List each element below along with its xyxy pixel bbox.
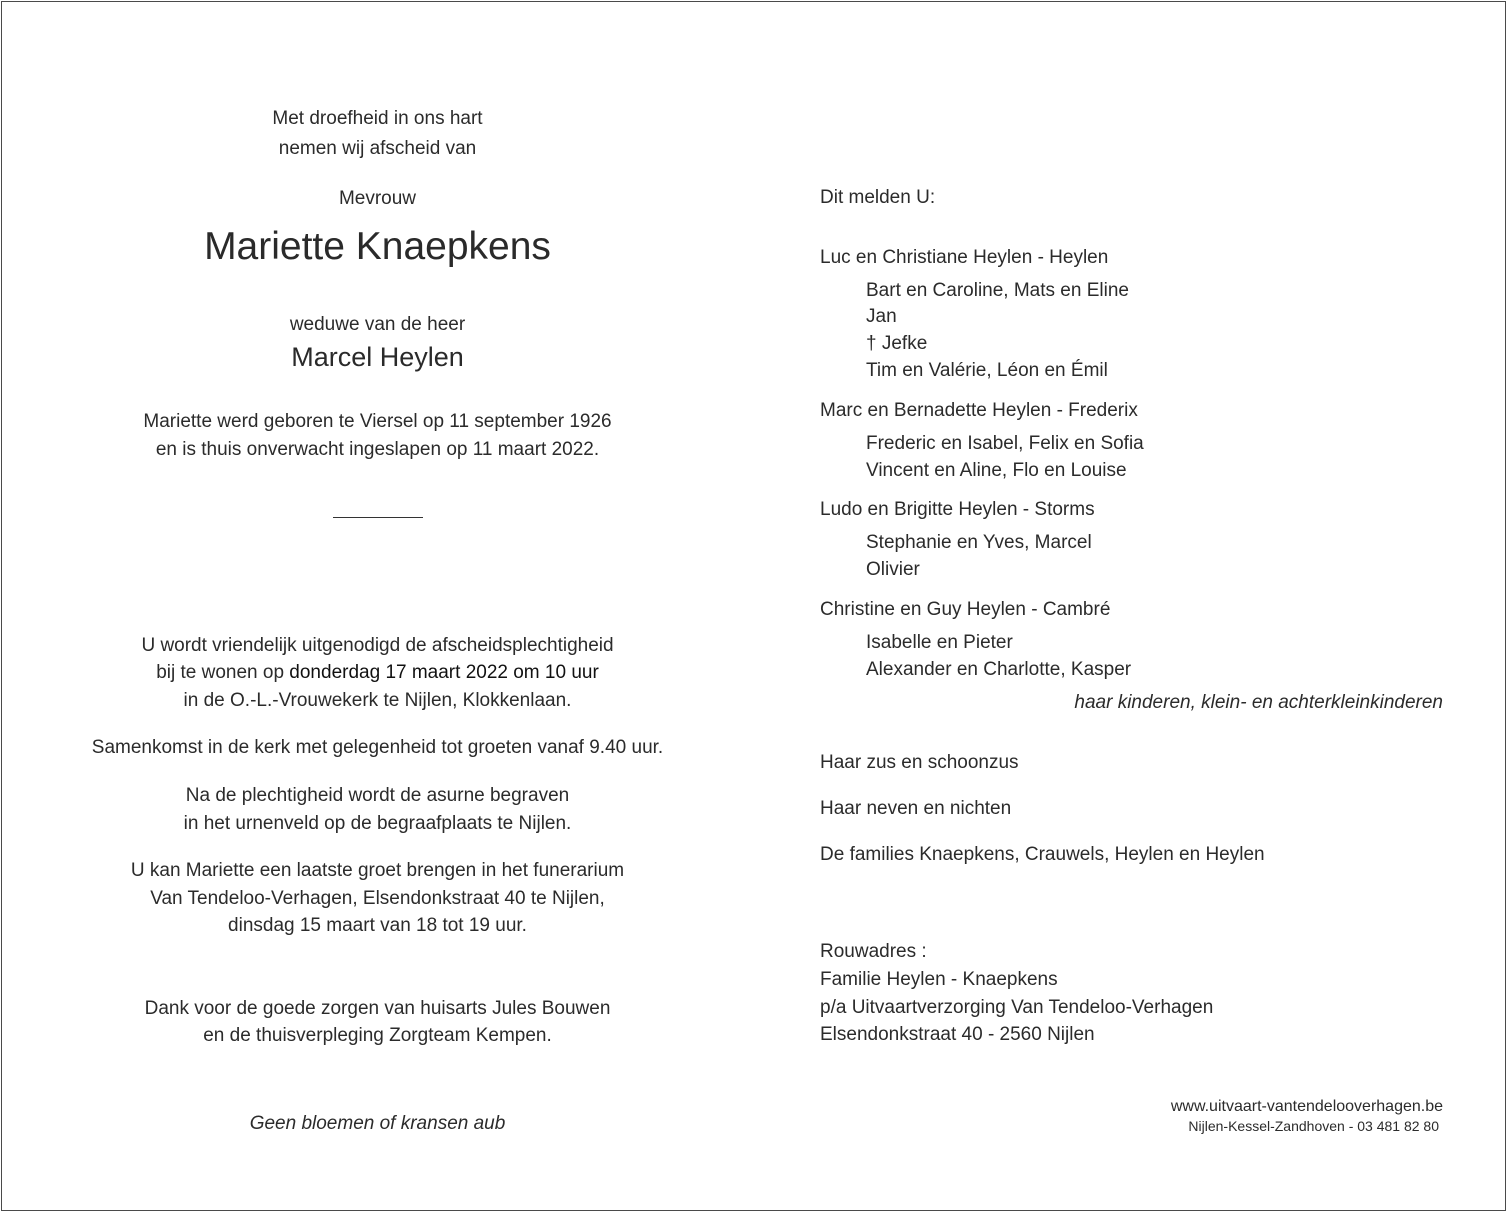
deceased-name: Mariette Knaepkens — [204, 225, 551, 268]
address-line: p/a Uitvaartverzorging Van Tendeloo-Verhagen — [820, 997, 1214, 1018]
birth-line: Mariette werd geboren te Viersel op 11 september 1926 — [143, 411, 612, 432]
intro-line-1: Met droefheid in ons hart — [272, 108, 483, 129]
family-head-2: Marc en Bernadette Heylen - Frederix — [820, 400, 1138, 421]
relatives-line-2: Haar neven en nichten — [820, 798, 1012, 819]
announced-by-label: Dit melden U: — [820, 187, 936, 208]
contact-line: Nijlen-Kessel-Zandhoven - 03 481 82 80 — [1188, 1118, 1439, 1134]
thanks-line-1: Dank voor de goede zorgen van huisarts Jules Bouwen — [144, 998, 611, 1019]
family-member: Frederic en Isabel, Felix en Sofia — [866, 433, 1144, 454]
widow-of-label: weduwe van de heer — [289, 314, 466, 335]
family-member: † Jefke — [866, 333, 928, 354]
family-member: Olivier — [866, 559, 920, 580]
gathering-line: Samenkomst in de kerk met gelegenheid tot groeten vanaf 9.40 uur. — [91, 737, 664, 758]
divider-line — [333, 517, 423, 518]
family-member: Jan — [866, 306, 897, 327]
death-line: en is thuis onverwacht ingeslapen op 11 maart 2022. — [155, 439, 600, 460]
thanks-line-2: en de thuisverpleging Zorgteam Kempen. — [203, 1025, 552, 1046]
family-head-3: Ludo en Brigitte Heylen - Storms — [820, 499, 1095, 520]
invite-line-3: in de O.-L.-Vrouwekerk te Nijlen, Klokkenlaan. — [183, 690, 572, 711]
relatives-line-3: De families Knaepkens, Crauwels, Heylen en Heylen — [820, 844, 1265, 865]
funeral-home-line-3: dinsdag 15 maart van 18 tot 19 uur. — [228, 915, 527, 936]
family-head-4: Christine en Guy Heylen - Cambré — [820, 599, 1111, 620]
family-member: Isabelle en Pieter — [866, 632, 1013, 653]
funeral-home-line-2: Van Tendeloo-Verhagen, Elsendonkstraat 40 te Nijlen, — [150, 888, 605, 909]
website-link[interactable]: www.uitvaart-vantendelooverhagen.be — [1170, 1098, 1443, 1115]
intro-line-2: nemen wij afscheid van — [278, 138, 477, 159]
address-line: Familie Heylen - Knaepkens — [820, 969, 1058, 990]
urn-line-1: Na de plechtigheid wordt de asurne begraven — [185, 785, 570, 806]
address-line: Elsendonkstraat 40 - 2560 Nijlen — [820, 1024, 1095, 1045]
family-member: Alexander en Charlotte, Kasper — [866, 659, 1132, 680]
family-member: Bart en Caroline, Mats en Eline — [866, 280, 1129, 301]
family-member: Vincent en Aline, Flo en Louise — [866, 460, 1127, 481]
salutation: Mevrouw — [338, 188, 417, 209]
invite-line-1: U wordt vriendelijk uitgenodigd de afscheidsplechtigheid — [141, 635, 614, 656]
family-head-1: Luc en Christiane Heylen - Heylen — [820, 247, 1109, 268]
children-summary: haar kinderen, klein- en achterkleinkinderen — [1074, 692, 1443, 713]
address-label: Rouwadres : — [820, 941, 927, 962]
urn-line-2: in het urnenveld op de begraafplaats te Nijlen. — [183, 813, 572, 834]
ceremony-datetime: donderdag 17 maart 2022 om 10 uur — [289, 662, 599, 683]
invite-line-2: bij te wonen op donderdag 17 maart 2022 om 10 uur — [156, 662, 599, 683]
spouse-name: Marcel Heylen — [291, 342, 464, 372]
funeral-home-line-1: U kan Mariette een laatste groet brengen in het funerarium — [130, 860, 625, 881]
relatives-line-1: Haar zus en schoonzus — [820, 752, 1019, 773]
no-flowers-note: Geen bloemen of kransen aub — [249, 1113, 506, 1134]
family-member: Tim en Valérie, Léon en Émil — [866, 360, 1108, 381]
family-member: Stephanie en Yves, Marcel — [866, 532, 1092, 553]
